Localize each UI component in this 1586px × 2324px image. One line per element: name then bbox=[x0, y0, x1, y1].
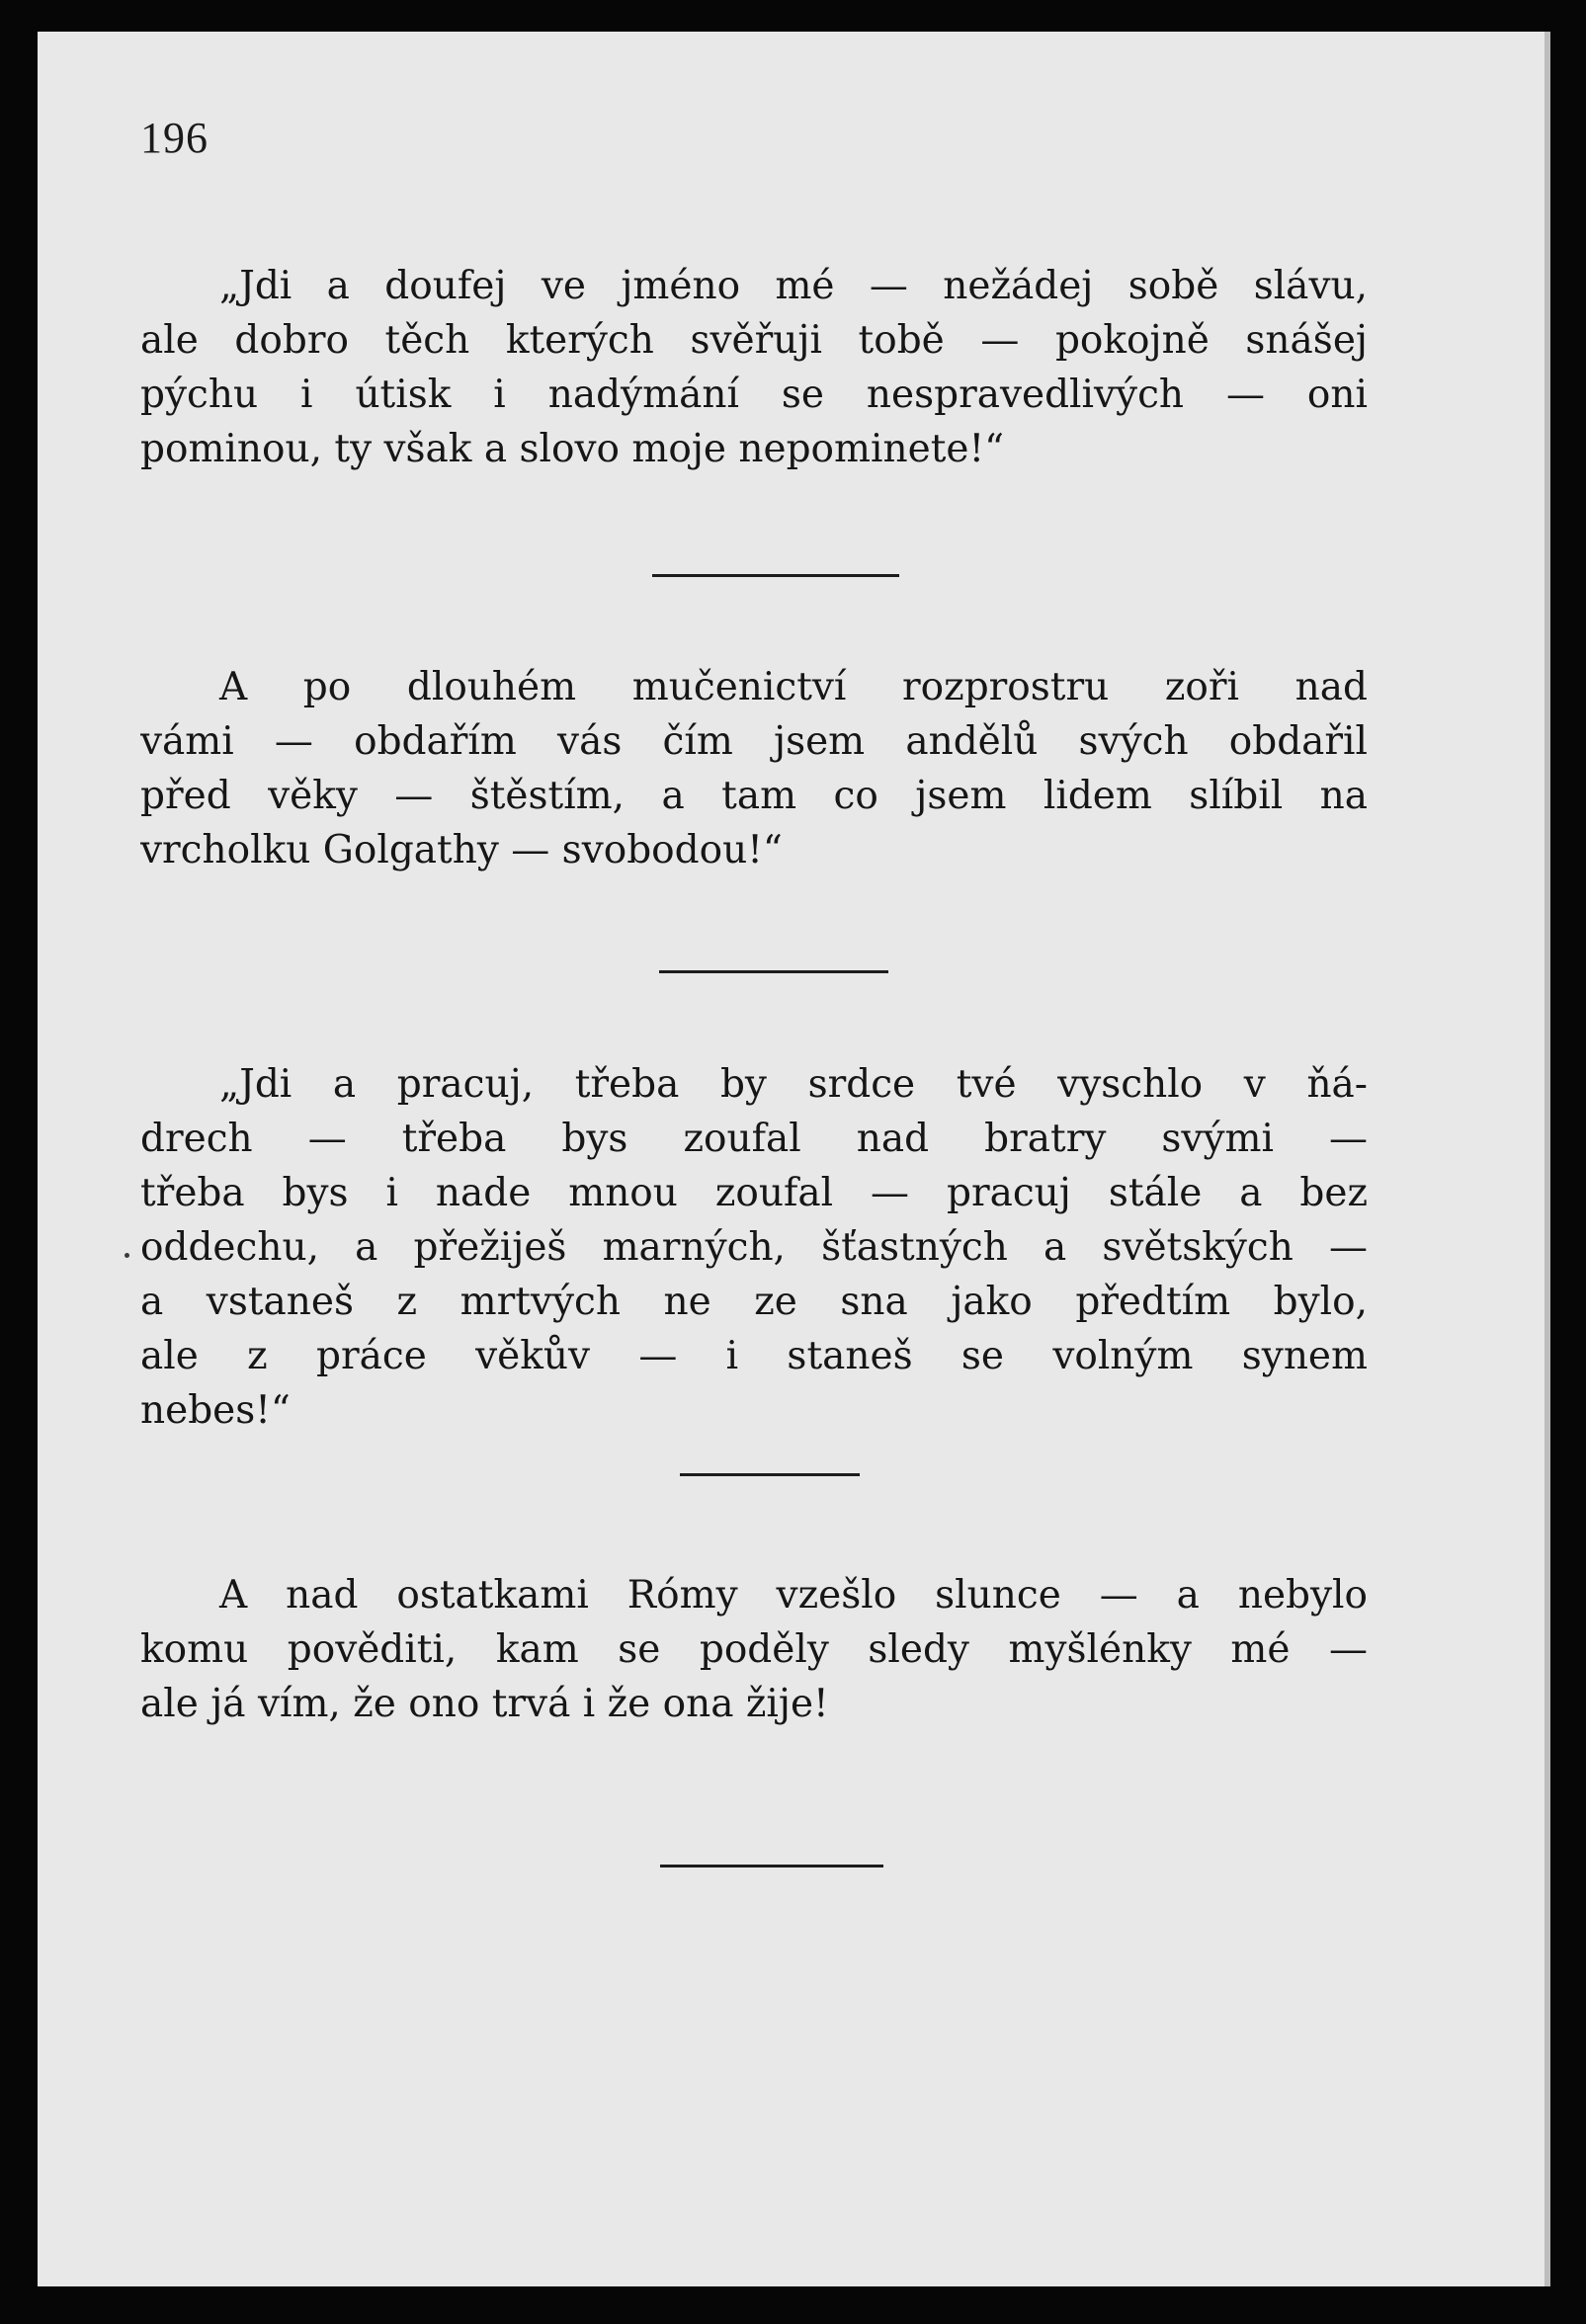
text-line: a vstaneš z mrtvých ne ze sna jako předtím bylo, bbox=[140, 1280, 1368, 1324]
text-line: ale z práce věkův — i staneš se volným synem bbox=[140, 1334, 1368, 1378]
scan-speck bbox=[125, 1253, 129, 1258]
text-line: ale já vím, že ono trvá i že ona žije! bbox=[140, 1682, 829, 1726]
text-line: nebes!“ bbox=[140, 1388, 291, 1433]
text-line: A po dlouhém mučenictví rozprostru zoři nad bbox=[219, 665, 1368, 709]
text-line: před věky — štěstím, a tam co jsem lidem slíbil na bbox=[140, 774, 1368, 818]
text-line: oddechu, a přežiješ marných, šťastných a světských — bbox=[140, 1225, 1368, 1270]
paragraph-4 bbox=[140, 1568, 1368, 1731]
text-line: pominou, ty však a slovo moje nepominete!“ bbox=[140, 427, 1005, 471]
text-line: komu pověditi, kam se poděly sledy myšlénky mé — bbox=[140, 1627, 1368, 1672]
section-divider bbox=[659, 970, 888, 973]
text-line: vrcholku Golgathy — svobodou!“ bbox=[140, 828, 783, 872]
text-line: ale dobro těch kterých svěřuji tobě — pokojně snášej bbox=[140, 318, 1368, 363]
text-line: A nad ostatkami Rómy vzešlo slunce — a nebylo bbox=[219, 1573, 1368, 1618]
section-divider bbox=[660, 1865, 883, 1868]
text-line: vámi — obdařím vás čím jsem andělů svých obdařil bbox=[140, 719, 1368, 764]
text-line: třeba bys i nade mnou zoufal — pracuj stále a bez bbox=[140, 1171, 1368, 1215]
paragraph-1 bbox=[140, 259, 1368, 476]
section-divider bbox=[680, 1473, 860, 1476]
paragraph-2 bbox=[140, 660, 1368, 877]
text-line: drech — třeba bys zoufal nad bratry svými — bbox=[140, 1117, 1368, 1161]
paragraph-3 bbox=[140, 1057, 1368, 1438]
page-number: 196 bbox=[140, 114, 209, 162]
text-line: „Jdi a doufej ve jméno mé — nežádej sobě slávu, bbox=[219, 264, 1368, 308]
text-line: „Jdi a pracuj, třeba by srdce tvé vyschlo v ňá- bbox=[219, 1062, 1368, 1107]
text-line: pýchu i útisk i nadýmání se nespravedlivých — oni bbox=[140, 373, 1368, 417]
section-divider bbox=[652, 574, 899, 577]
